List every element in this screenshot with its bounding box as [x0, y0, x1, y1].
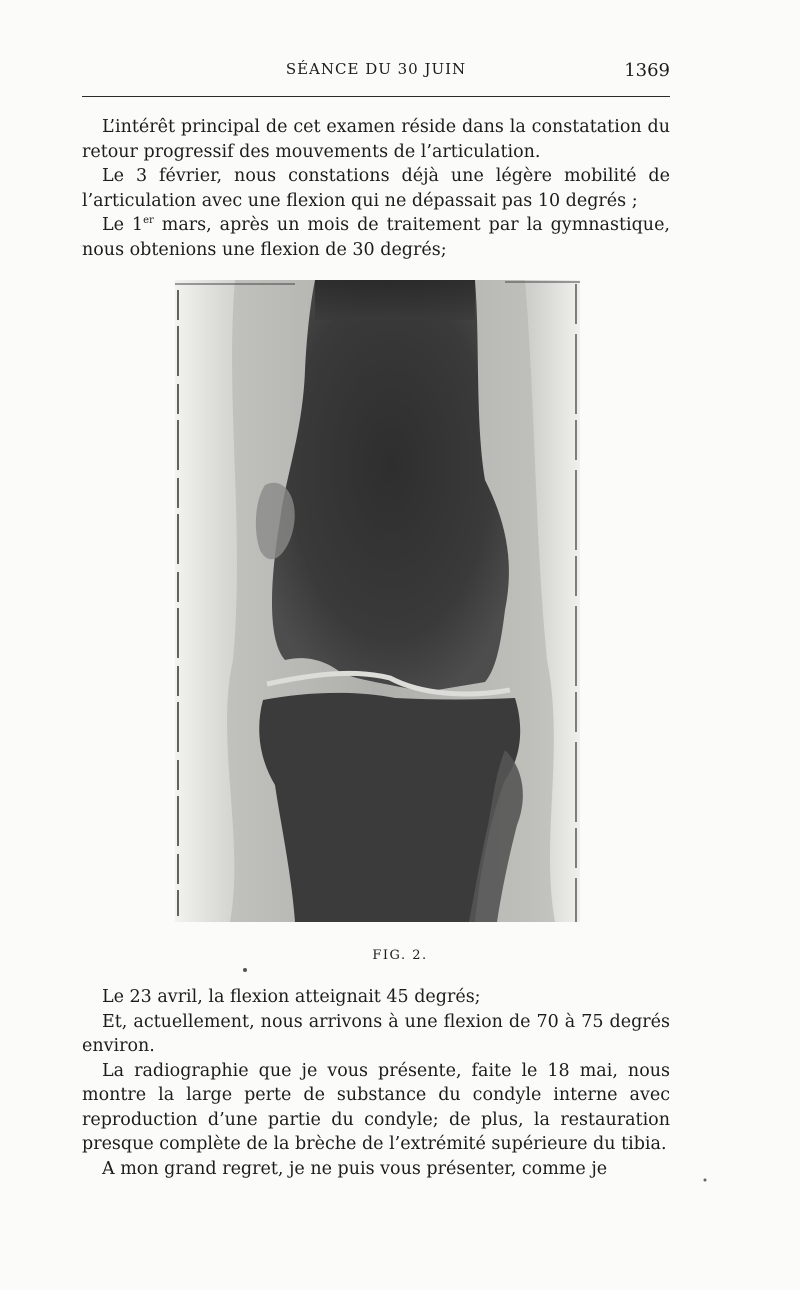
- paragraph: A mon grand regret, je ne puis vous présenter, comme je: [102, 1158, 608, 1179]
- running-title: SÉANCE DU 30 JUIN: [285, 60, 467, 78]
- paragraph: Le 23 avril, la flexion atteignait 45 degrés;: [102, 987, 481, 1007]
- paragraph-text: mars, après un mois de traitement par la gymnastique, nous obtenions une flexion de 30 degrés;: [82, 215, 670, 260]
- figure-caption: FIG. 2.: [372, 948, 428, 963]
- paragraph: Et, actuellement, nous arrivons à une flexion de 70 à 75 degrés environ.: [82, 1011, 670, 1056]
- paragraph-text: Le 1: [102, 215, 144, 235]
- page-number: 1369: [624, 60, 670, 81]
- ordinal-suffix: er: [143, 215, 154, 227]
- paragraph: La radiographie que je vous présente, faite le 18 mai, nous montre la large perte de substance du condyle interne avec reproduction d’une partie du condyle; de plus, la restauration presque complète de la brèche de l’extrémité supérieure du tibia.: [82, 1060, 670, 1154]
- paragraph: L’intérêt principal de cet examen réside dans la constatation du retour progressif des mouvements de l’articulation.: [82, 117, 670, 162]
- paragraph: Le 3 février, nous constations déjà une légère mobilité de l’articulation avec une flexion qui ne dépassait pas 10 degrés ;: [82, 166, 670, 211]
